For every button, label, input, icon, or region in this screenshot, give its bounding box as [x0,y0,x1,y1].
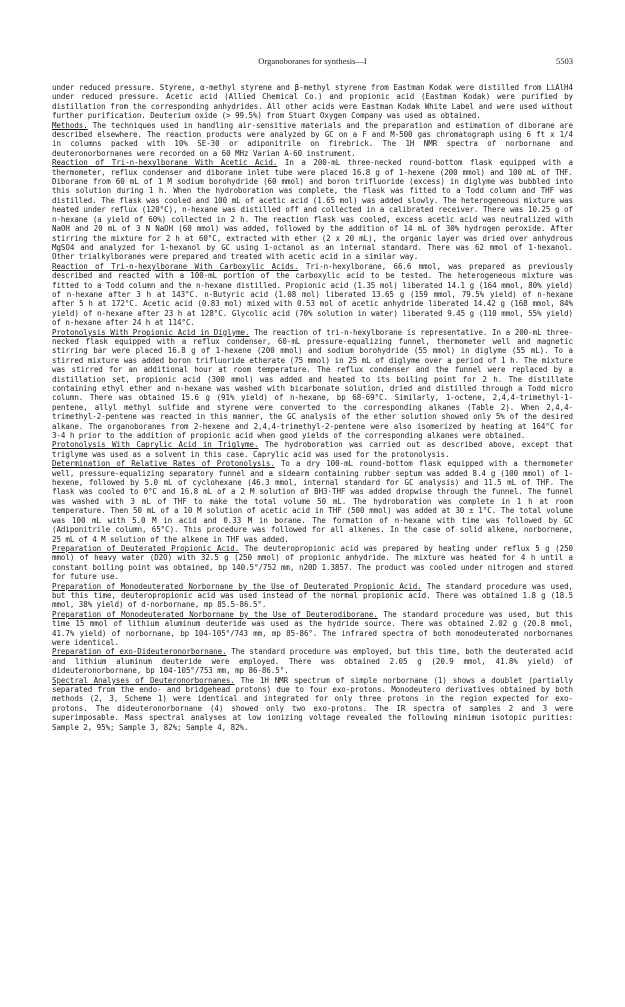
section-heading: Preparation of exo-Dideuteronorbornane. [52,647,227,657]
page-number: 5503 [556,56,573,66]
paragraph-text: In a 200-mL three-necked round-bottom flask equipped with a thermometer, reflux condenser and diborane inlet tube were placed 16.8 g of 1-hexene (200 mmol) and 100 mL of THF. Diborane from 60 mL of 1 M sodium borohydride (60 mmol) and boron trifluoride (excess) in diglyme was bubbled into this solution during 1 h. When the hydroboration was complete, the flask was fitted to a Todd column and THF was distilled. The flask was cooled and 100 mL of acetic acid (1.65 mol) was added slowly. The heterogeneous mixture was heated under reflux (120°C), n-hexane was distilled off and collected in a calibrated receiver. There was 10.25 g of n-hexane (a yield of 60%) collected in 2 h. The reaction flask was cooled, excess acetic acid was neutralized with NaOH and 20 mL of 3 N NaOH (60 mmol) was added, followed by the addition of 14 mL of 30% hydrogen peroxide. After stirring the mixture for 2 h at 60°C, extracted with ether (2 x 20 mL), the organic layer was dried over anhydrous MgSO4 and analyzed for 1-hexanol by GC using 1-octanol as an internal standard. There was 62 mmol of 1-hexanol. Other trialkylboranes were prepared and treated with acetic acid in a similar way. [52,158,574,262]
experimental-section [52,83,573,732]
paragraph [52,328,573,441]
section-heading: Methods. [52,120,88,130]
paragraph [52,158,573,261]
section-heading: Preparation of Monodeuterated Norbornane by the Use of Deuterodiborane. [52,609,378,619]
paragraph-text: under reduced pressure. Styrene, α-methyl styrene and β-methyl styrene from Eastman Kodak were distilled from LiAlH4 under reduced pressure. Acetic acid (Allied Chemical Co.) and propionic acid (Eastman Kodak) were purified by distillation from the corresponding anhydrides. All other acids were Eastman Kodak White Label and were used without further purification. Deuterium oxide (> 99.5%) from Stuart Oxygen Company was used as obtained. [52,83,573,121]
paragraph [52,610,573,648]
paragraph [52,262,573,328]
paragraph-text: The standard procedure was used, but this time, deuteropropionic acid was used instead of the normal propionic acid. There was obtained 1.8 g (18.5 mmol, 38% yield) of d-norbornane, mp 85.5-86.5°. [52,581,573,610]
paragraph-text: The techniques used in handling air-sensitive materials and the preparation and estimation of diborane are described elsewhere. The reaction products were analyzed by GC on a F and M-500 gas chromatograph using 6 ft x 1/4 in columns packed with 10% SE-30 or adiponitrile on firebrick. The 1H NMR spectra of norbornane and deuteronorbornanes were recorded on a 60 MHz Varian A-60 instrument. [52,120,573,158]
section-heading: Reaction of Tri-n-hexylborane With Acetic Acid. [52,158,278,168]
section-heading: Determination of Relative Rates of Protonolysis. [52,459,275,469]
section-heading: Preparation of Monodeuterated Norbornane by the Use of Deuterated Propionic Acid. [52,581,422,591]
paragraph [52,647,573,675]
section-heading: Spectral Analyses of Deuteronorbornanes. [52,675,235,685]
paragraph-text: The hydroboration was carried out as described above, except that triglyme was used as a solvent in this case. Caprylic acid was used for the protonolysis. [52,440,573,459]
section-heading: Reaction of Tri-n-hexylborane With Carboxylic Acids. [52,261,299,271]
paragraph-text: The standard procedure was used, but this time 15 mmol of lithium aluminum deuteride was used as the hydride source. There was obtained 2.02 g (20.8 mmol, 41.7% yield) of norbornane, bp 104-105°/743 mm, mp 85-86°. The infrared spectra of both monodeuterated norbornanes were identical. [52,609,573,647]
paragraph [52,676,573,732]
paragraph-text: The deuteropropionic acid was prepared by heating under reflux 5 g (250 mmol) of heavy water (D2O) with 32.5 g (250 mmol) of propionic anhydride. The mixture was heated for 4 h until a constant boiling point was obtained, bp 140.5°/752 mm, n20D 1.3857. The product was cooled under nitrogen and stored for future use. [52,543,573,582]
paragraph [52,544,573,582]
paragraph-text: The reaction of tri-n-hexylborane is representative. In a 200-mL three-necked flask equipped with a reflux condenser, 60-mL pressure-equalizing funnel, thermometer well and magnetic stirring bar were placed 16.8 g of 1-hexene (200 mmol) and sodium borohydride (55 mmol) in diglyme (55 mL). To a stirred mixture was added boron trifluoride etherate (75 mmol) in 25 mL of diglyme over a period of 1 h. The mixture was stirred for an additional hour at room temperature. The reflux condenser and the funnel were replaced by a distillation set, propionic acid (300 mmol) was added and heated to its boiling point for 2 h. The distillate containing ethyl ether and n-hexane was washed with bicarbonate solution, dried and distilled through a Todd micro column. There was obtained 15.6 g (91% yield) of n-hexane, bp 68-69°C. Similarly, 1-octene, 2,4,4-trimethyl-1-pentene, allyl methyl sulfide and styrene were converted to the corresponding alkanes (Table 2). When 2,4,4-trimethyl-2-pentene was reacted in this manner, the GC analysis of the ether solution showed only 5% of the desired alkane. The organoboranes from 2-hexene and 2,4,4-trimethyl-2-pentene were also isomerized by heating at 164°C for 3-4 h prior to the addition of propionic acid when good yields of the corresponding alkanes were obtained. [52,327,573,441]
running-head-title: Organoboranes for synthesis—I [258,56,367,66]
paragraph-text: To a dry 100-mL round-bottom flask equipped with a thermometer well, pressure-equalizing separatory funnel and a sidearm containing rubber septum was added 8.4 g (100 mmol) of 1-hexene, followed by 5.0 mL of cyclohexane (46.3 mmol, internal standard for GC analysis) and 11.5 mL of THF. The flask was cooled to 0°C and 16.8 mL of a 2 M solution of BH3·THF was added dropwise through the funnel. The funnel was washed with 3 mL of THF to make the total volume 50 mL. The hydroboration was complete in 1 h at room temperature. Then 50 mL of a 10 M solution of acetic acid in THF (500 mmol) was added at 30 ± 1°C. The total volume was 100 mL with 5.0 M in acid and 0.33 M in borane. The formation of n-hexane with time was followed by GC (Adiponitrile column, 65°C). This procedure was followed for all alkenes. In the case of solid alkene, norbornene, 25 mL of 4 M solution of the alkene in THF was added. [52,459,574,544]
section-heading: Protonolysis With Propionic Acid in Diglyme. [52,327,250,337]
running-head [52,56,573,70]
paragraph [52,459,573,544]
section-heading: Preparation of Deuterated Propionic Acid. [52,543,240,553]
paragraph [52,582,573,610]
paragraph-text: Tri-n-hexylborane, 66.6 mmol, was prepared as previously described and reacted with a 100-mL portion of the carboxylic acid to be tested. The heterogeneous mixture was fitted to a Todd column and the n-hexane distilled. Propionic acid (1.35 mol) liberated 14.1 g (164 mmol, 80% yield) of n-hexane after 3 h at 143°C. n-Butyric acid (1.08 mol) liberated 13.65 g (159 mmol, 79.5% yield) of n-hexane after 5 h at 172°C. Acetic acid (0.83 mol) mixed with 0.53 mol of acetic anhydride liberated 14.42 g (168 mmol, 84% yield) of n-hexane after 23 h at 128°C. Glycolic acid (70% solution in water) liberated 9.45 g (110 mmol, 55% yield) of n-hexane after 24 h at 114°C. [52,261,574,328]
paragraph [52,121,573,159]
paragraph [52,440,573,459]
paragraph [52,83,573,121]
paragraph-text: The standard procedure was employed, but this time, both the deuterated acid and lithium aluminum deuteride were employed. There was obtained 2.05 g (20.9 mmol, 41.8% yield) of dideuteronorbornane, bp 104-105°/753 mm, mp 86-86.5°. [52,647,574,676]
section-heading: Protonolysis With Caprylic Acid in Triglyme. [52,440,259,450]
paragraph-text: The 1H NMR spectrum of simple norbornane (1) shows a doublet (partially separated from the endo- and bridgehead protons) due to four exo-protons. Monodeutero derivatives obtained by both methods (2, 3, Scheme 1) were identical and integrated for only three protons in the region expected for exo-protons. The dideuteronorbornane (4) showed only two exo-protons. The IR spectra of samples 2 and 3 were superimposable. Mass spectral analyses at low ionizing voltage revealed the following minimum isotopic purities: Sample 2, 95%; Sample 3, 82%; Sample 4, 82%. [52,675,573,732]
